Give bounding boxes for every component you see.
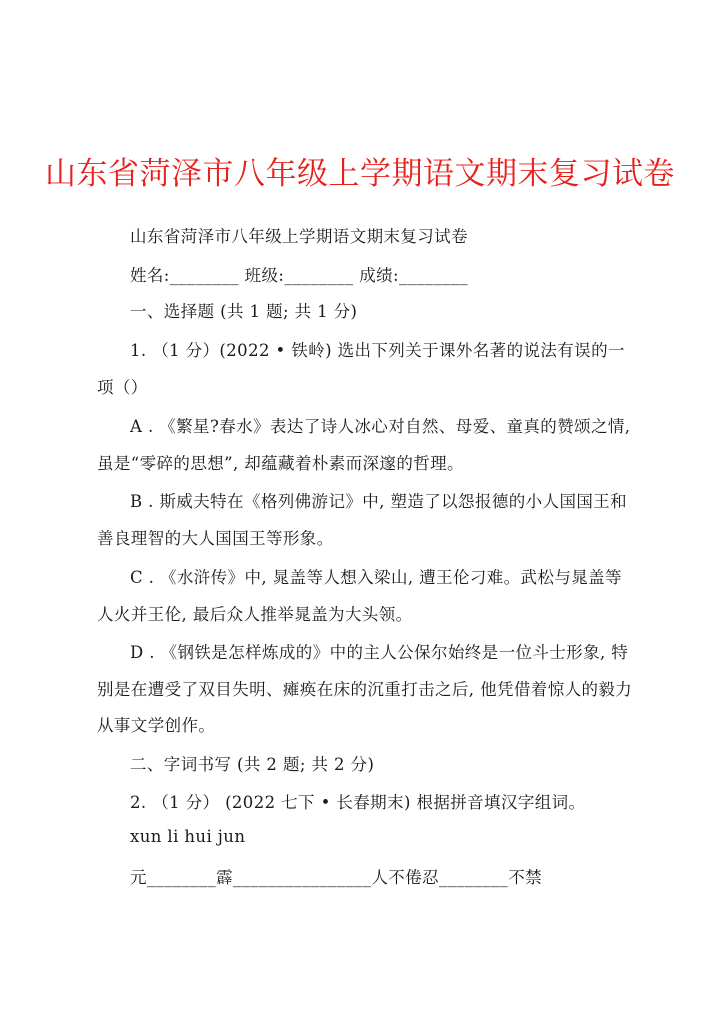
option-a: A . 《繁星?春水》表达了诗人冰心对自然、母爱、童真的赞颂之情, [130,417,631,436]
question-1-stem-cont: 项（） [97,378,148,397]
option-d: D . 《钢铁是怎样炼成的》中的主人公保尔始终是一位斗士形象, 特 [130,643,629,662]
option-c-cont: 人火并王伦, 最后众人推举晁盖为大头领。 [97,605,413,624]
student-info-line: 姓名:________ 班级:________ 成绩:________ [130,266,469,285]
section-heading-writing: 二、字词书写 (共 2 题; 共 2 分) [130,755,375,774]
option-d-cont: 别是在遭受了双目失明、瘫痪在床的沉重打击之后, 他凭借着惊人的毅力 [97,680,633,699]
question-1-stem: 1. （1 分）(2022 • 铁岭) 选出下列关于课外名著的说法有误的一 [130,341,625,360]
section-heading-choice: 一、选择题 (共 1 题; 共 1 分) [130,302,358,321]
option-c: C . 《水浒传》中, 晁盖等人想入梁山, 遭王伦刁难。武松与晁盖等 [130,568,622,587]
option-b-cont: 善良理智的大人国国王等形象。 [97,529,334,548]
page-title: 山东省菏泽市八年级上学期语文期末复习试卷 [45,156,675,192]
option-d-cont-2: 从事文学创作。 [97,716,216,735]
option-b: B . 斯威夫特在《格列佛游记》中, 塑造了以怨报德的小人国国王和 [130,492,628,511]
question-2-stem: 2. （1 分） (2022 七下 • 长春期末) 根据拼音填汉字组词。 [130,793,586,812]
fill-in-blank-line: 元________霹________________人不倦忍________不禁 [130,868,542,887]
subtitle: 山东省菏泽市八年级上学期语文期末复习试卷 [130,227,468,246]
pinyin-line: xun li hui jun [130,827,246,846]
option-a-cont: 虽是“零碎的思想”, 却蕴藏着朴素而深邃的哲理。 [97,454,464,473]
